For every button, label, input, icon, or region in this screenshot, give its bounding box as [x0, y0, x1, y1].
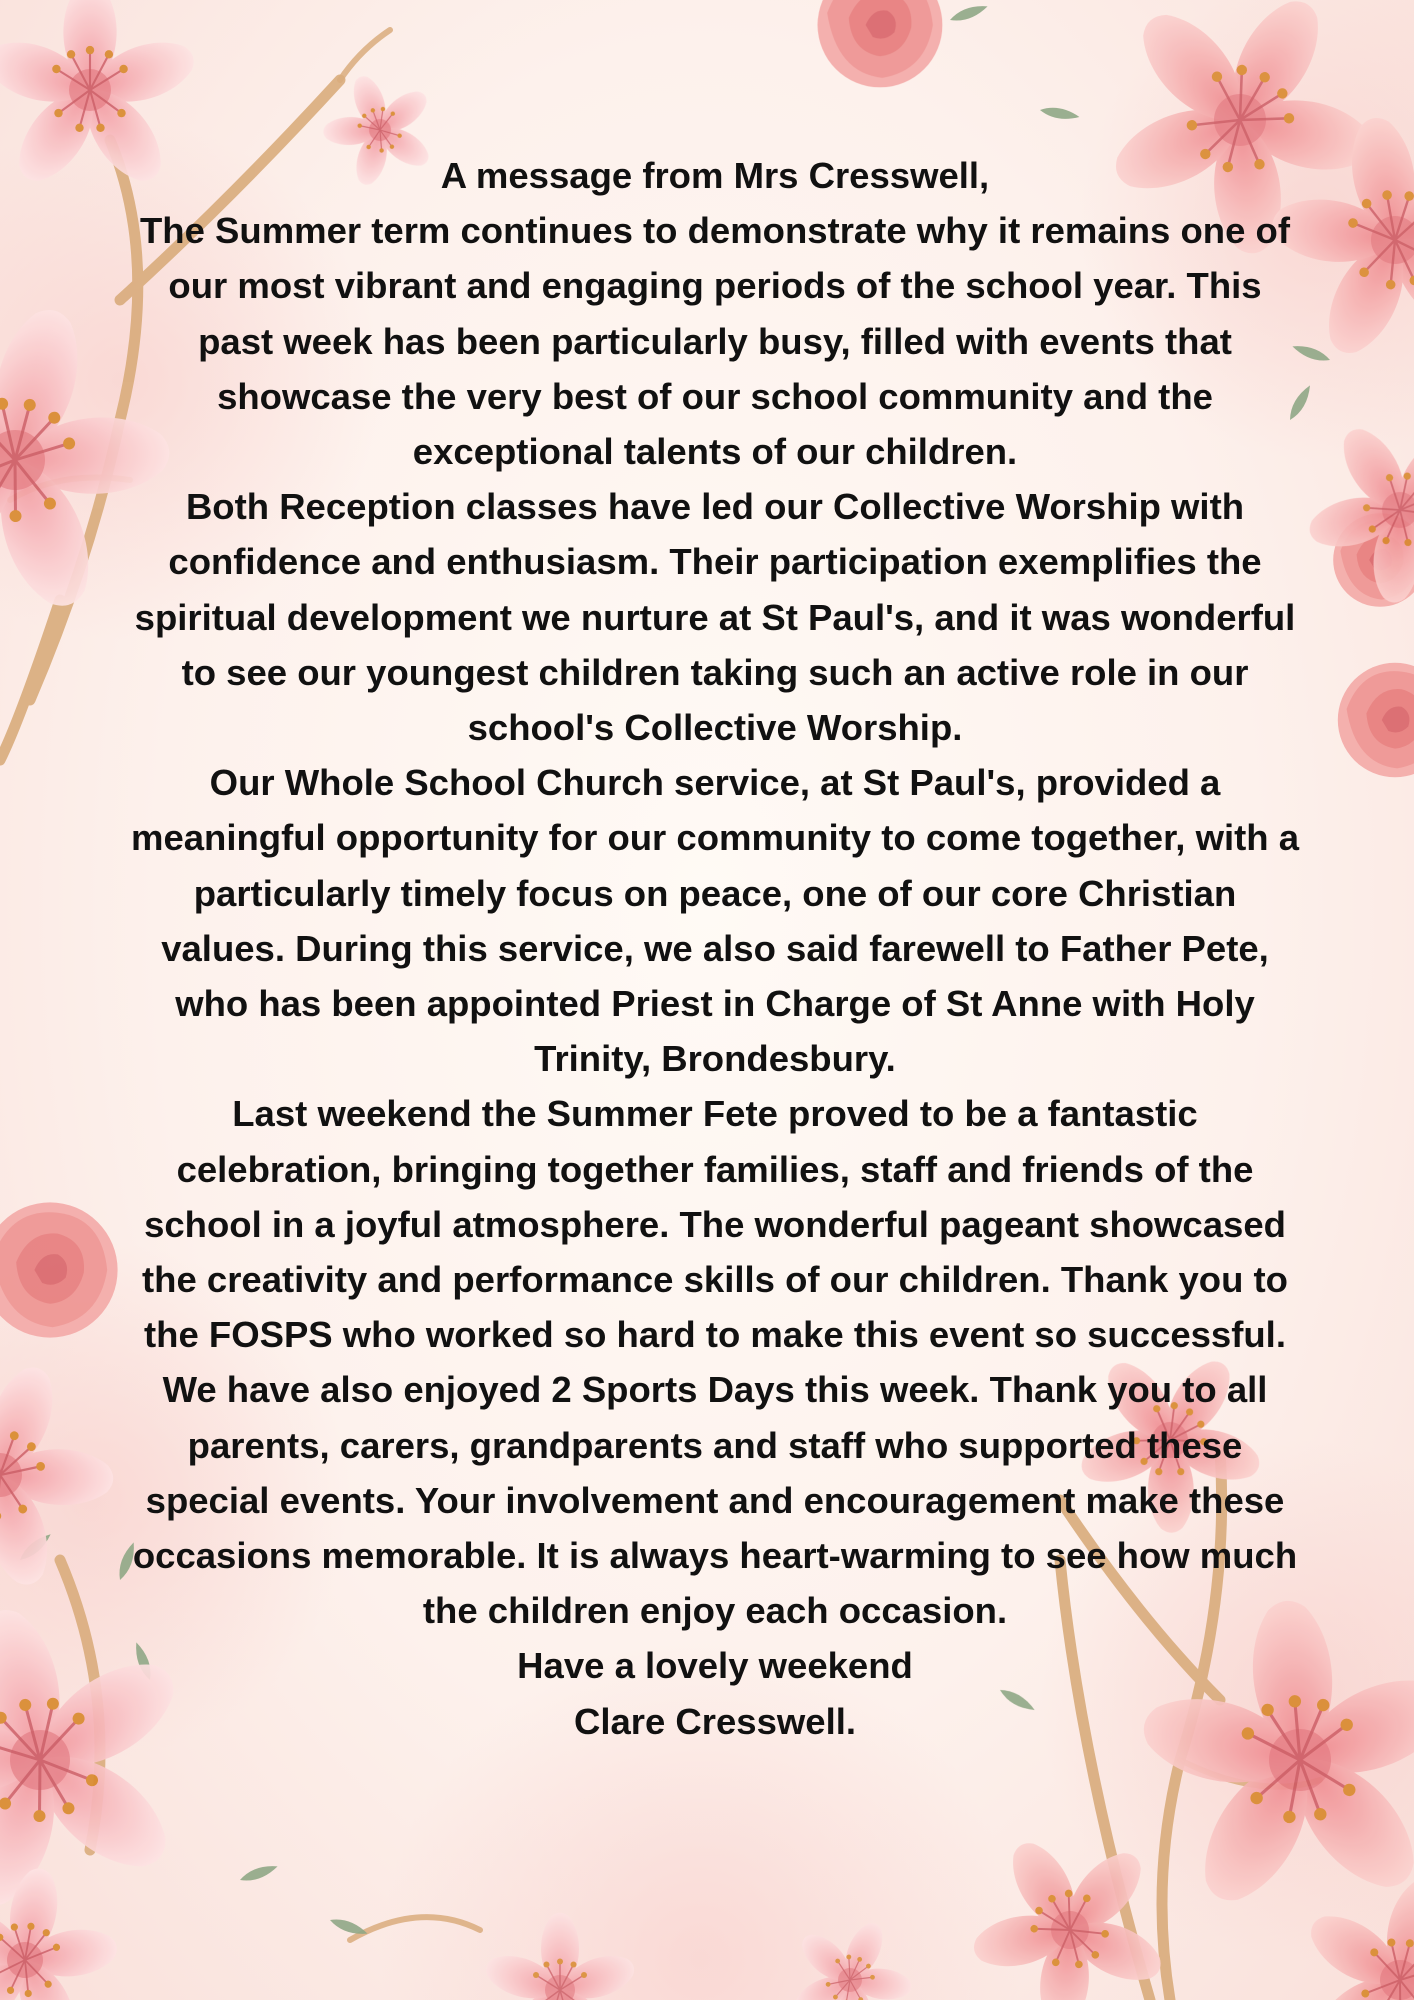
letter-signature: Clare Cresswell. [573, 1700, 857, 1742]
letter-closing: Have a lovely weekend [517, 1645, 913, 1687]
letter-body [130, 148, 1300, 1749]
letter-paragraph: Both Reception classes have led our Collective Worship with confidence and enthusiasm. Their participation exemplifies the spiritual development we nurture at St Paul's, and it was wonderful to see our youngest children taking such an active role in our school's Collective Worship. [134, 486, 1296, 749]
letter-paragraph: Our Whole School Church service, at St Paul's, provided a meaningful opportunity for our community to come together, with a particularly timely focus on peace, one of our core Christian values. During this service, we also said farewell to Father Pete, who has been appointed Priest in Charge of St Anne with Holy Trinity, Brondesbury. [130, 762, 1300, 1080]
letter-paragraph: The Summer term continues to demonstrate why it remains one of our most vibrant and engaging periods of the school year. This past week has been particularly busy, filled with events that showcase the very best of our school community and the exceptional talents of our children. [140, 210, 1290, 473]
letter-greeting: A message from Mrs Cresswell, [440, 155, 990, 196]
letter-paragraph: Last weekend the Summer Fete proved to be a fantastic celebration, bringing together families, staff and friends of the school in a joyful atmosphere. The wonderful pageant showcased the creativity and performance skills of our children. Thank you to the FOSPS who worked so hard to make this event so successful. [142, 1093, 1288, 1356]
letter-paragraph: We have also enjoyed 2 Sports Days this week. Thank you to all parents, carers, grandparents and staff who supported these special events. Your involvement and encouragement make these occasions memorable. It is always heart-warming to see how much the children enjoy each occasion. [132, 1369, 1298, 1632]
